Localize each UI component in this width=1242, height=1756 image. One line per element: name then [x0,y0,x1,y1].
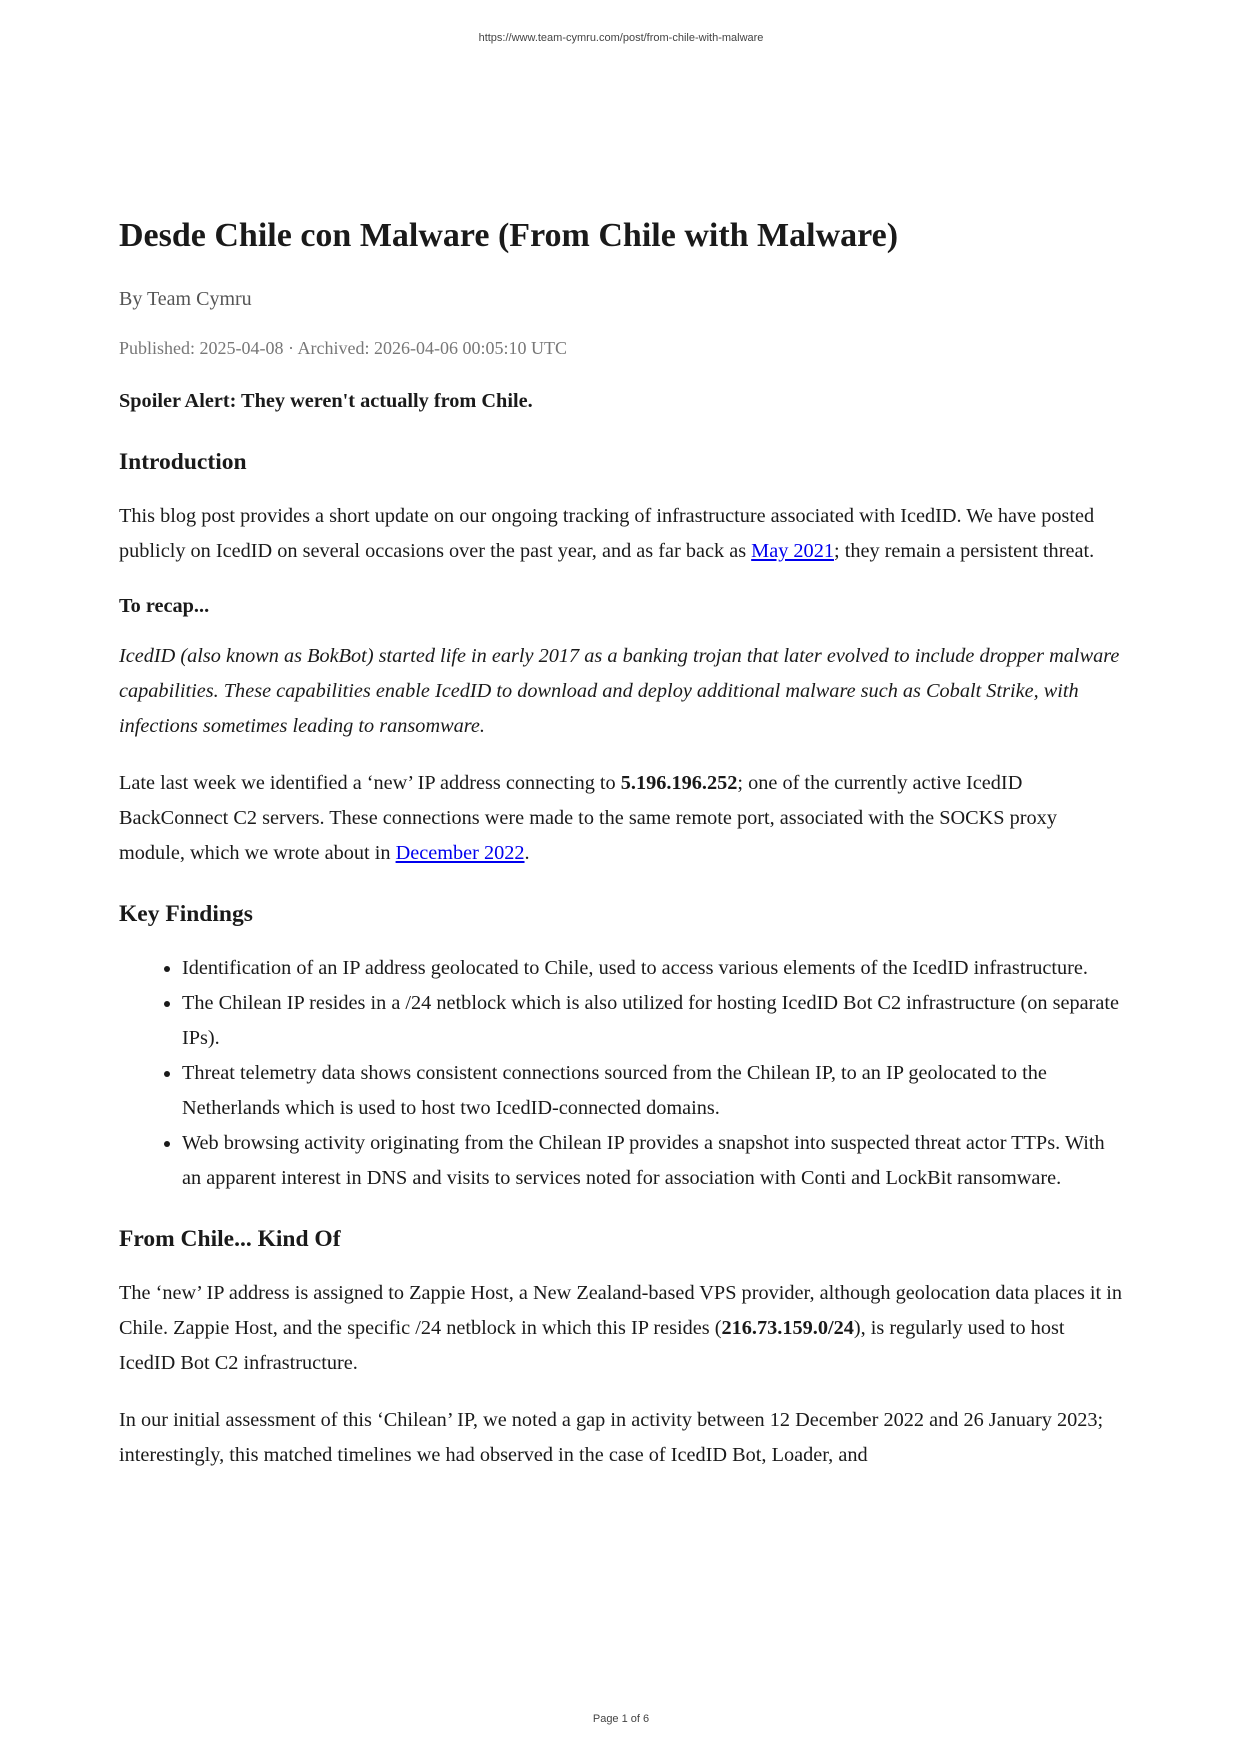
page-number: Page 1 of 6 [592,1713,650,1725]
list-item: • Threat telemetry data shows consistent connections sourced from the Chilean IP, to an IP geolocated to the Netherlands which is used to host two IcedID-connected domains. [182,1056,1125,1126]
chile-paragraph-2: In our initial assessment of this ‘Chilean’ IP, we noted a gap in activity between 12 December 2022 and 26 January 2023; interestingly, this matched timelines we had observed in the case of IcedID Bot, Loader, and [119,1409,1104,1466]
list-item: • The Chilean IP resides in a /24 netblock which is also utilized for hosting IcedID Bot C2 infrastructure (on separate IPs). [182,986,1125,1056]
publish-meta: Published: 2025-04-08 · Archived: 2026-04-06 00:05:10 UTC [119,338,567,358]
article-title: Desde Chile con Malware (From Chile with Malware) [119,217,899,254]
text: The ‘new’ IP address is assigned to Zappie Host, a New Zealand-based VPS provider, although geolocation data places it in Chile. Zappie Host, and the specific /24 netblock in which this IP resides ( [119,1282,1123,1339]
article [119,214,1125,1495]
may-2021-link[interactable]: May 2021 [751,540,834,562]
text: ), is regularly used to host IcedID Bot C2 infrastructure. [119,1317,1065,1374]
recap-text: IcedID (also known as BokBot) started life in early 2017 as a banking trojan that later evolved to include dropper malware capabilities. These capabilities enable IcedID to download and deploy additional malware such as Cobalt Strike, with infections sometimes leading to ransomware. [119,645,1120,737]
december-2022-link[interactable]: December 2022 [395,842,525,864]
text: ; one of the currently active IcedID BackConnect C2 servers. These connections were made to the same remote port, associated with the SOCKS proxy module, which we wrote about in [119,772,1057,864]
text: This blog post provides a short update on our ongoing tracking of infrastructure associated with IcedID. We have posted publicly on IcedID on several occasions over the past year, and as far back as [119,505,1095,562]
heading-to-recap: To recap... [119,595,210,617]
list-item: • Web browsing activity originating from the Chilean IP provides a snapshot into suspected threat actor TTPs. With an apparent interest in DNS and visits to services noted for association with Conti and LockBit ransomware. [182,1126,1125,1196]
findings-list [119,951,1125,1196]
text: . [524,842,530,864]
heading-key-findings: Key Findings [119,901,253,927]
heading-introduction: Introduction [119,449,247,475]
late-last-week-paragraph [119,766,1125,871]
recap-paragraph [119,639,1125,744]
chile-paragraph-1 [119,1276,1125,1381]
text: Late last week we identified a ‘new’ IP address connecting to [119,772,621,794]
spoiler-alert: Spoiler Alert: They weren't actually from Chile. [119,390,533,412]
netblock: 216.73.159.0/24 [721,1317,854,1339]
text: ; they remain a persistent threat. [833,540,1095,562]
list-item: • Identification of an IP address geolocated to Chile, used to access various elements of the IcedID infrastructure. [182,951,1125,986]
page-url-header: https://www.team-cymru.com/post/from-chile-with-malware [478,32,764,44]
ip-address: 5.196.196.252 [620,772,738,794]
intro-paragraph [119,499,1125,569]
byline: By Team Cymru [119,288,252,310]
heading-from-chile: From Chile... Kind Of [119,1226,341,1252]
